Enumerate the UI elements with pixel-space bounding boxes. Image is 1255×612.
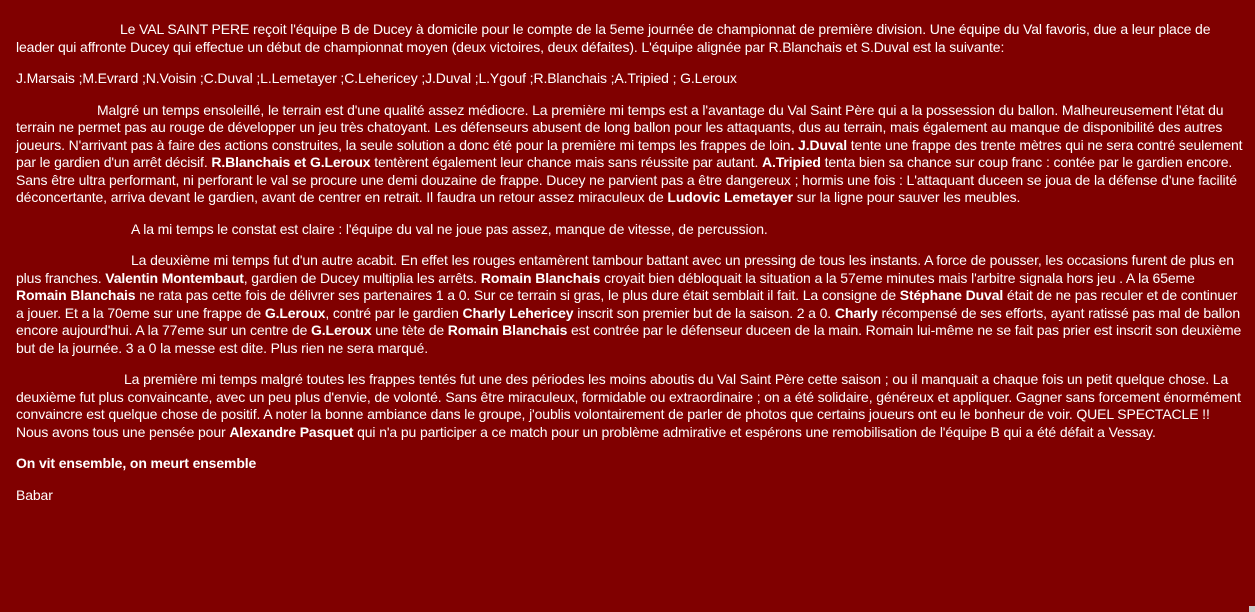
intro-paragraph: Le VAL SAINT PERE reçoit l'équipe B de Ducey à domicile pour le compte de la 5eme journée de championnat de première division. Une équipe du Val favoris, due a leur place de leader qui affronte Ducey qui effectue un début de championnat moyen (deux victoires, deux défaites). L'équipe alignée par R.Blanchais et S.Duval est la suivante: bbox=[16, 21, 1211, 55]
bold-name-run: Alexandre Pasquet bbox=[229, 423, 354, 440]
text-run: sur la ligne pour sauver les meubles. bbox=[792, 189, 1021, 205]
signature-text: Babar bbox=[16, 486, 53, 503]
text-run: La deuxième mi temps fut d'un autre acabit. En effet les rouges entamèrent tambour battant avec un pressing de tous les instants. A force de pousser, les occasions furent de plus en plus franches. bbox=[16, 252, 1234, 286]
bold-name-run: A.Tripied bbox=[761, 154, 821, 170]
bold-name-run: Stéphane Duval bbox=[899, 287, 1004, 303]
bold-name-run: Ludovic Lemetayer bbox=[667, 189, 793, 205]
text-run: qui n'a pu participer a ce match pour un problème admirative et espérons une remobilisation de l'équipe B qui a été défait a Vessay. bbox=[353, 423, 1156, 440]
bold-name-run: Romain Blanchais bbox=[480, 269, 601, 286]
conclusion-paragraph bbox=[16, 371, 1244, 441]
text-run: était de ne pas reculer et de continuer a jouer. Et a la 70eme sur une frappe de bbox=[16, 287, 1238, 321]
text-run: Malgré un temps ensoleillé, le terrain est d'une qualité assez médiocre. La première mi temps est a l'avantage du Val Saint Père qui a la possession du ballon. Malheureusement l'état du terrain ne permet pas au rouge de développer un jeu très chatoyant. Les défenseurs abusent de long ballon pour les attaquants, dus au terrain, mais également au manque de disponibilité des autres joueurs. N'arrivant pas à faire des actions construites, la seule solution a donc été pour la première mi temps les frappes de loin bbox=[16, 101, 1224, 153]
text-run: tente une frappe des trente mètres qui ne sera contré seulement par le gardien d'un arrêt décisif. bbox=[16, 136, 1243, 170]
text-run: est contrée par le défenseur duceen de la main. Romain lui-même ne se fait pas prier est inscrit son deuxième but de la journée. 3 a 0 la messe est dite. Plus rien ne sera marqué. bbox=[16, 322, 1242, 356]
first-half-paragraph bbox=[16, 102, 1244, 207]
bold-name-run: Romain Blanchais bbox=[16, 287, 136, 303]
text-run: tentèrent également leur chance mais sans réussite par autant. bbox=[370, 154, 762, 170]
second-half-paragraph bbox=[16, 252, 1244, 357]
bold-name-run: Charly bbox=[834, 304, 878, 321]
window-corner bbox=[1249, 606, 1255, 612]
text-run: récompensé de ses efforts, ayant ratissé pas mal de ballon encore aujourd'hui. A la 77eme sur un centre de bbox=[16, 304, 1240, 338]
halftime-paragraph: A la mi temps le constat est claire : l'équipe du val ne joue pas assez, manque de vitesse, de percussion. bbox=[131, 220, 768, 237]
bold-name-run: Romain Blanchais bbox=[447, 322, 568, 338]
bold-name-run: G.Leroux bbox=[311, 322, 372, 338]
article-body bbox=[16, 21, 1244, 518]
motto-bold: On vit ensemble, on meurt ensemble bbox=[16, 455, 257, 471]
bold-name-run: Charly Lehericey bbox=[462, 304, 574, 321]
text-run: croyait bien débloquait la situation a la 57eme minutes mais l'arbitre signala hors jeu . A la 65eme bbox=[600, 269, 1195, 286]
text-run: , gardien de Ducey multiplia les arrêts. bbox=[243, 269, 481, 286]
bold-name-run: G.Leroux bbox=[264, 304, 326, 321]
text-run: inscrit son premier but de la saison. 2 a 0. bbox=[573, 304, 835, 321]
lineup-paragraph: J.Marsais ;M.Evrard ;N.Voisin ;C.Duval ;L.Lemetayer ;C.Lehericey ;J.Duval ;L.Ygouf ;R.Blanchais ;A.Tripied ; G.Leroux bbox=[16, 70, 737, 86]
bold-name-run: R.Blanchais et G.Leroux bbox=[211, 154, 371, 170]
text-run: une tète de bbox=[371, 322, 448, 338]
text-run: La première mi temps malgré toutes les frappes tentés fut une des périodes les moins aboutis du Val Saint Père cette saison ; ou il manquait a chaque fois un petit quelque chose. La deuxième fut plus convaincante, avec un peu plus d'envie, de volonté. Sans être miraculeux, formidable ou extraordinaire ; on a été solidaire, généreux et appliquer. Gagner sans forcement énormément convaincre est quelque chose de positif. A noter la bonne ambiance dans le groupe, j'oublis volontairement de parler de photos que certains joueurs ont eu le bonheur de voir. QUEL SPECTACLE !! Nous avons tous une pensée pour bbox=[16, 371, 1241, 440]
text-run: , contré par le gardien bbox=[325, 304, 463, 321]
bold-name-run: . J.Duval bbox=[790, 136, 847, 153]
text-run: tenta bien sa chance sur coup franc : contée par le gardien encore. Sans être ultra performant, ni perforant le val se procure une demi douzaine de frappe. Ducey ne parvient pas a être dangereux ; hormis une fois : L'attaquant duceen se joua de la défense d'une facilité déconcertante, arriva devant le gardien, avant de centrer en retrait. Il faudra un retour assez miraculeux de bbox=[16, 154, 1237, 205]
bold-name-run: Valentin Montembaut bbox=[105, 269, 244, 286]
motto-text bbox=[16, 455, 1244, 473]
text-run: ne rata pas cette fois de délivrer ses partenaires 1 a 0. Sur ce terrain si gras, le plus dure était semblait il fait. La consigne de bbox=[135, 287, 900, 303]
